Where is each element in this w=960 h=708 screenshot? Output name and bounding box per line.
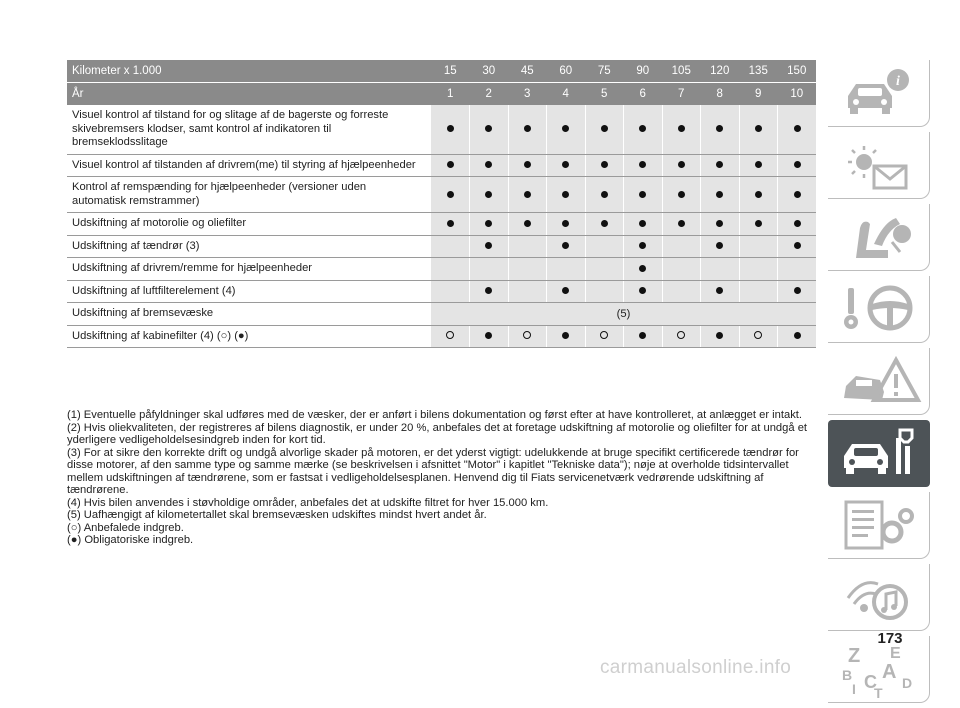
schedule-cell — [585, 258, 624, 281]
mandatory-dot-icon — [562, 287, 569, 294]
mandatory-dot-icon — [794, 191, 801, 198]
seat-airbag-icon — [834, 208, 924, 268]
index-letter: A — [882, 661, 897, 683]
header-cell: 9 — [739, 83, 778, 106]
mandatory-dot-icon — [639, 191, 646, 198]
footnote: (1) Eventuelle påfyldninger skal udføres med de væsker, der er anført i bilens dokumentation og først efter at have kontrolleret, at anlægget er intakt. — [67, 409, 803, 421]
mandatory-dot-icon — [678, 161, 685, 168]
mandatory-dot-icon — [678, 191, 685, 198]
schedule-cell — [547, 325, 586, 348]
table-row — [67, 213, 816, 236]
table-row — [67, 325, 816, 348]
schedule-cell — [470, 213, 509, 236]
mandatory-dot-icon — [562, 191, 569, 198]
svg-text:i: i — [896, 74, 900, 89]
car-wrench-icon — [834, 424, 924, 484]
schedule-cell — [624, 177, 663, 213]
table-row — [67, 280, 816, 303]
mandatory-dot-icon — [794, 242, 801, 249]
schedule-cell — [547, 105, 586, 154]
mandatory-dot-icon — [755, 125, 762, 132]
schedule-cell — [508, 258, 547, 281]
schedule-cell — [701, 154, 740, 177]
schedule-cell — [431, 258, 470, 281]
mandatory-dot-icon — [447, 125, 454, 132]
mandatory-dot-icon — [639, 161, 646, 168]
recommended-circle-icon — [754, 331, 762, 339]
page-number: 173 — [877, 630, 903, 647]
chapter-tab-technical-data[interactable] — [828, 492, 930, 559]
recommended-circle-icon — [446, 331, 454, 339]
schedule-cell — [585, 105, 624, 154]
table-row — [67, 303, 816, 326]
table-row — [67, 105, 816, 154]
mandatory-dot-icon — [485, 287, 492, 294]
mandatory-dot-icon — [678, 220, 685, 227]
table-header-row — [67, 83, 816, 106]
schedule-cell — [431, 280, 470, 303]
index-letter: B — [842, 667, 853, 683]
schedule-cell — [470, 258, 509, 281]
recommended-circle-icon — [523, 331, 531, 339]
schedule-cell — [778, 213, 817, 236]
row-label: Udskiftning af drivrem/remme for hjælpeenheder — [67, 258, 431, 281]
chapter-tab-emergency[interactable] — [828, 348, 930, 415]
mandatory-dot-icon — [639, 220, 646, 227]
mandatory-dot-icon — [601, 220, 608, 227]
key-steering-wheel-icon — [834, 280, 924, 340]
schedule-cell — [662, 280, 701, 303]
header-cell: 6 — [624, 83, 663, 106]
mandatory-dot-icon — [485, 332, 492, 339]
footnotes — [67, 409, 819, 547]
schedule-cell — [778, 105, 817, 154]
mandatory-dot-icon — [524, 220, 531, 227]
schedule-cell — [701, 177, 740, 213]
schedule-cell — [778, 177, 817, 213]
mandatory-dot-icon — [716, 242, 723, 249]
schedule-cell — [662, 154, 701, 177]
mandatory-dot-icon — [678, 125, 685, 132]
mandatory-dot-icon — [794, 287, 801, 294]
car-crash-warning-icon — [834, 352, 924, 412]
schedule-cell — [624, 213, 663, 236]
row-label: Visuel kontrol af tilstanden af drivrem(me) til styring af hjælpeenheder — [67, 154, 431, 177]
schedule-cell — [739, 325, 778, 348]
schedule-cell — [585, 280, 624, 303]
row-label: Kontrol af remspænding for hjælpeenheder (versioner uden automatisk remstrammer) — [67, 177, 431, 213]
header-cell: 150 — [778, 60, 817, 83]
header-cell: 135 — [739, 60, 778, 83]
row-label: Udskiftning af kabinefilter (4) (○) (●) — [67, 325, 431, 348]
header-cell: 7 — [662, 83, 701, 106]
schedule-cell — [778, 154, 817, 177]
mandatory-dot-icon — [524, 161, 531, 168]
mandatory-dot-icon — [639, 265, 646, 272]
mandatory-dot-icon — [485, 161, 492, 168]
mandatory-dot-icon — [447, 220, 454, 227]
mandatory-dot-icon — [716, 191, 723, 198]
footnote: (3) For at sikre den korrekte drift og undgå alvorlige skader på motoren, er det yderst vigtigt: udelukkende at bruge specifikt certificerede tændrør for disse motorer, af den samme type og samme mærke (se beskrivelsen i afsnittet "Motor" i kapitlet "Tekniske data"); nøje at overholde tidsintervallet mellem udskiftningen af tændrørene, som er fastsat i vedligeholdelsesplanen. Henvend dig til Fiats servicenetværk vedrørende udskiftning af tændrørene. — [67, 446, 799, 496]
chapter-tab-safety[interactable] — [828, 204, 930, 271]
table-header-row — [67, 60, 816, 83]
warning-lights-message-icon — [834, 136, 924, 196]
mandatory-dot-icon — [562, 332, 569, 339]
index-letter: T — [874, 685, 883, 700]
table-row — [67, 177, 816, 213]
schedule-cell — [624, 235, 663, 258]
schedule-cell — [508, 213, 547, 236]
schedule-cell — [701, 213, 740, 236]
schedule-cell — [547, 154, 586, 177]
schedule-cell — [585, 154, 624, 177]
schedule-cell — [701, 258, 740, 281]
mandatory-dot-icon — [485, 242, 492, 249]
schedule-cell — [739, 105, 778, 154]
mandatory-dot-icon — [639, 125, 646, 132]
header-cell: 90 — [624, 60, 663, 83]
table-row — [67, 258, 816, 281]
footnote: (4) Hvis bilen anvendes i støvholdige områder, anbefales det at udskifte filtret for hver 15.000 km. — [67, 496, 549, 509]
schedule-cell — [431, 177, 470, 213]
mandatory-dot-icon — [794, 125, 801, 132]
car-info-icon — [834, 64, 924, 124]
schedule-cell — [739, 280, 778, 303]
schedule-cell — [431, 213, 470, 236]
mandatory-dot-icon — [601, 161, 608, 168]
schedule-cell — [470, 235, 509, 258]
mandatory-dot-icon — [716, 161, 723, 168]
index-letter: E — [890, 645, 901, 662]
chapter-tab-starting-driving[interactable] — [828, 276, 930, 343]
header-label: År — [67, 83, 431, 106]
schedule-cell — [624, 105, 663, 154]
schedule-cell — [662, 325, 701, 348]
chapter-tab-multimedia[interactable] — [828, 564, 930, 631]
footnote: (●) Obligatoriske indgreb. — [67, 534, 194, 546]
index-letter: I — [852, 681, 856, 697]
schedule-cell — [547, 177, 586, 213]
chapter-sidebar — [828, 60, 930, 708]
schedule-cell — [739, 235, 778, 258]
schedule-cell — [739, 177, 778, 213]
schedule-cell — [662, 105, 701, 154]
schedule-cell — [470, 154, 509, 177]
schedule-cell — [778, 258, 817, 281]
schedule-cell — [470, 325, 509, 348]
schedule-cell — [508, 280, 547, 303]
header-cell: 4 — [547, 83, 586, 106]
header-cell: 5 — [585, 83, 624, 106]
schedule-cell — [431, 105, 470, 154]
schedule-cell — [624, 258, 663, 281]
alphabetical-index-icon — [834, 640, 924, 700]
schedule-cell — [508, 235, 547, 258]
schedule-cell — [470, 105, 509, 154]
mandatory-dot-icon — [639, 242, 646, 249]
mandatory-dot-icon — [755, 161, 762, 168]
mandatory-dot-icon — [794, 332, 801, 339]
index-letter: C — [864, 672, 877, 692]
footnote: (○) Anbefalede indgreb. — [67, 521, 184, 534]
row-label: Visuel kontrol af tilstand for og slitage af de bagerste og forreste skivebremsers klodser, samt kontrol af indikatoren til bremseklodsslitage — [67, 105, 431, 154]
schedule-cell — [431, 325, 470, 348]
footnote: (2) Hvis oliekvaliteten, der registreres af bilens diagnostik, er under 20 %, anbefales det at foretage udskiftning af motorolie og oliefilter for at undgå et yderligere vedligeholdelsesindgreb inden for kort tid. — [67, 421, 808, 446]
schedule-cell — [431, 235, 470, 258]
mandatory-dot-icon — [755, 220, 762, 227]
mandatory-dot-icon — [716, 332, 723, 339]
schedule-cell — [547, 235, 586, 258]
mandatory-dot-icon — [601, 191, 608, 198]
schedule-cell — [508, 105, 547, 154]
schedule-cell — [739, 258, 778, 281]
schedule-cell — [739, 213, 778, 236]
mandatory-dot-icon — [716, 220, 723, 227]
schedule-cell — [778, 235, 817, 258]
schedule-cell — [508, 177, 547, 213]
mandatory-dot-icon — [639, 287, 646, 294]
mandatory-dot-icon — [485, 191, 492, 198]
header-cell: 45 — [508, 60, 547, 83]
table-row — [67, 154, 816, 177]
mandatory-dot-icon — [562, 242, 569, 249]
mandatory-dot-icon — [485, 220, 492, 227]
technical-data-gear-icon — [834, 496, 924, 556]
table-row — [67, 235, 816, 258]
schedule-cell — [739, 154, 778, 177]
schedule-cell — [585, 213, 624, 236]
schedule-cell — [585, 235, 624, 258]
mandatory-dot-icon — [794, 161, 801, 168]
mandatory-dot-icon — [524, 125, 531, 132]
schedule-cell — [662, 235, 701, 258]
schedule-cell — [470, 280, 509, 303]
header-cell: 105 — [662, 60, 701, 83]
multimedia-music-icon — [834, 568, 924, 628]
mandatory-dot-icon — [639, 332, 646, 339]
schedule-cell — [585, 177, 624, 213]
mandatory-dot-icon — [562, 220, 569, 227]
schedule-cell — [701, 280, 740, 303]
recommended-circle-icon — [600, 331, 608, 339]
header-cell: 15 — [431, 60, 470, 83]
mandatory-dot-icon — [716, 287, 723, 294]
mandatory-dot-icon — [485, 125, 492, 132]
mandatory-dot-icon — [716, 125, 723, 132]
mandatory-dot-icon — [562, 161, 569, 168]
schedule-cell — [470, 177, 509, 213]
schedule-cell — [508, 325, 547, 348]
row-label: Udskiftning af luftfilterelement (4) — [67, 280, 431, 303]
schedule-cell — [778, 280, 817, 303]
chapter-tab-car-info[interactable] — [828, 60, 930, 127]
schedule-cell — [701, 105, 740, 154]
header-cell: 120 — [701, 60, 740, 83]
schedule-cell — [508, 154, 547, 177]
mandatory-dot-icon — [601, 125, 608, 132]
chapter-tab-warning-lights[interactable] — [828, 132, 930, 199]
mandatory-dot-icon — [524, 191, 531, 198]
header-cell: 10 — [778, 83, 817, 106]
mandatory-dot-icon — [447, 161, 454, 168]
header-cell: 30 — [470, 60, 509, 83]
chapter-tab-maintenance[interactable] — [828, 420, 930, 487]
schedule-cell — [701, 325, 740, 348]
schedule-cell — [662, 258, 701, 281]
index-letter: D — [902, 675, 913, 691]
header-cell: 8 — [701, 83, 740, 106]
header-cell: 75 — [585, 60, 624, 83]
row-label: Udskiftning af tændrør (3) — [67, 235, 431, 258]
schedule-cell — [547, 213, 586, 236]
mandatory-dot-icon — [794, 220, 801, 227]
watermark: carmanualsonline.info — [600, 657, 792, 678]
schedule-cell — [624, 325, 663, 348]
footnote: (5) Uafhængigt af kilometertallet skal bremsevæsken udskiftes mindst hvert andet år. — [67, 509, 487, 521]
header-cell: 1 — [431, 83, 470, 106]
recommended-circle-icon — [677, 331, 685, 339]
row-label: Udskiftning af bremsevæske — [67, 303, 431, 326]
header-cell: 3 — [508, 83, 547, 106]
schedule-cell — [662, 177, 701, 213]
mandatory-dot-icon — [562, 125, 569, 132]
mandatory-dot-icon — [755, 191, 762, 198]
mandatory-dot-icon — [447, 191, 454, 198]
schedule-cell — [547, 280, 586, 303]
schedule-cell — [778, 325, 817, 348]
schedule-cell — [701, 235, 740, 258]
schedule-cell — [431, 154, 470, 177]
schedule-cell — [662, 213, 701, 236]
maintenance-schedule-table — [67, 60, 816, 348]
header-cell: 2 — [470, 83, 509, 106]
schedule-cell — [624, 154, 663, 177]
header-cell: 60 — [547, 60, 586, 83]
header-label: Kilometer x 1.000 — [67, 60, 431, 83]
index-letter: Z — [848, 645, 861, 667]
schedule-cell — [585, 325, 624, 348]
schedule-cell — [624, 280, 663, 303]
row-label: Udskiftning af motorolie og oliefilter — [67, 213, 431, 236]
interval-note-cell: (5) — [431, 303, 816, 326]
schedule-cell — [547, 258, 586, 281]
